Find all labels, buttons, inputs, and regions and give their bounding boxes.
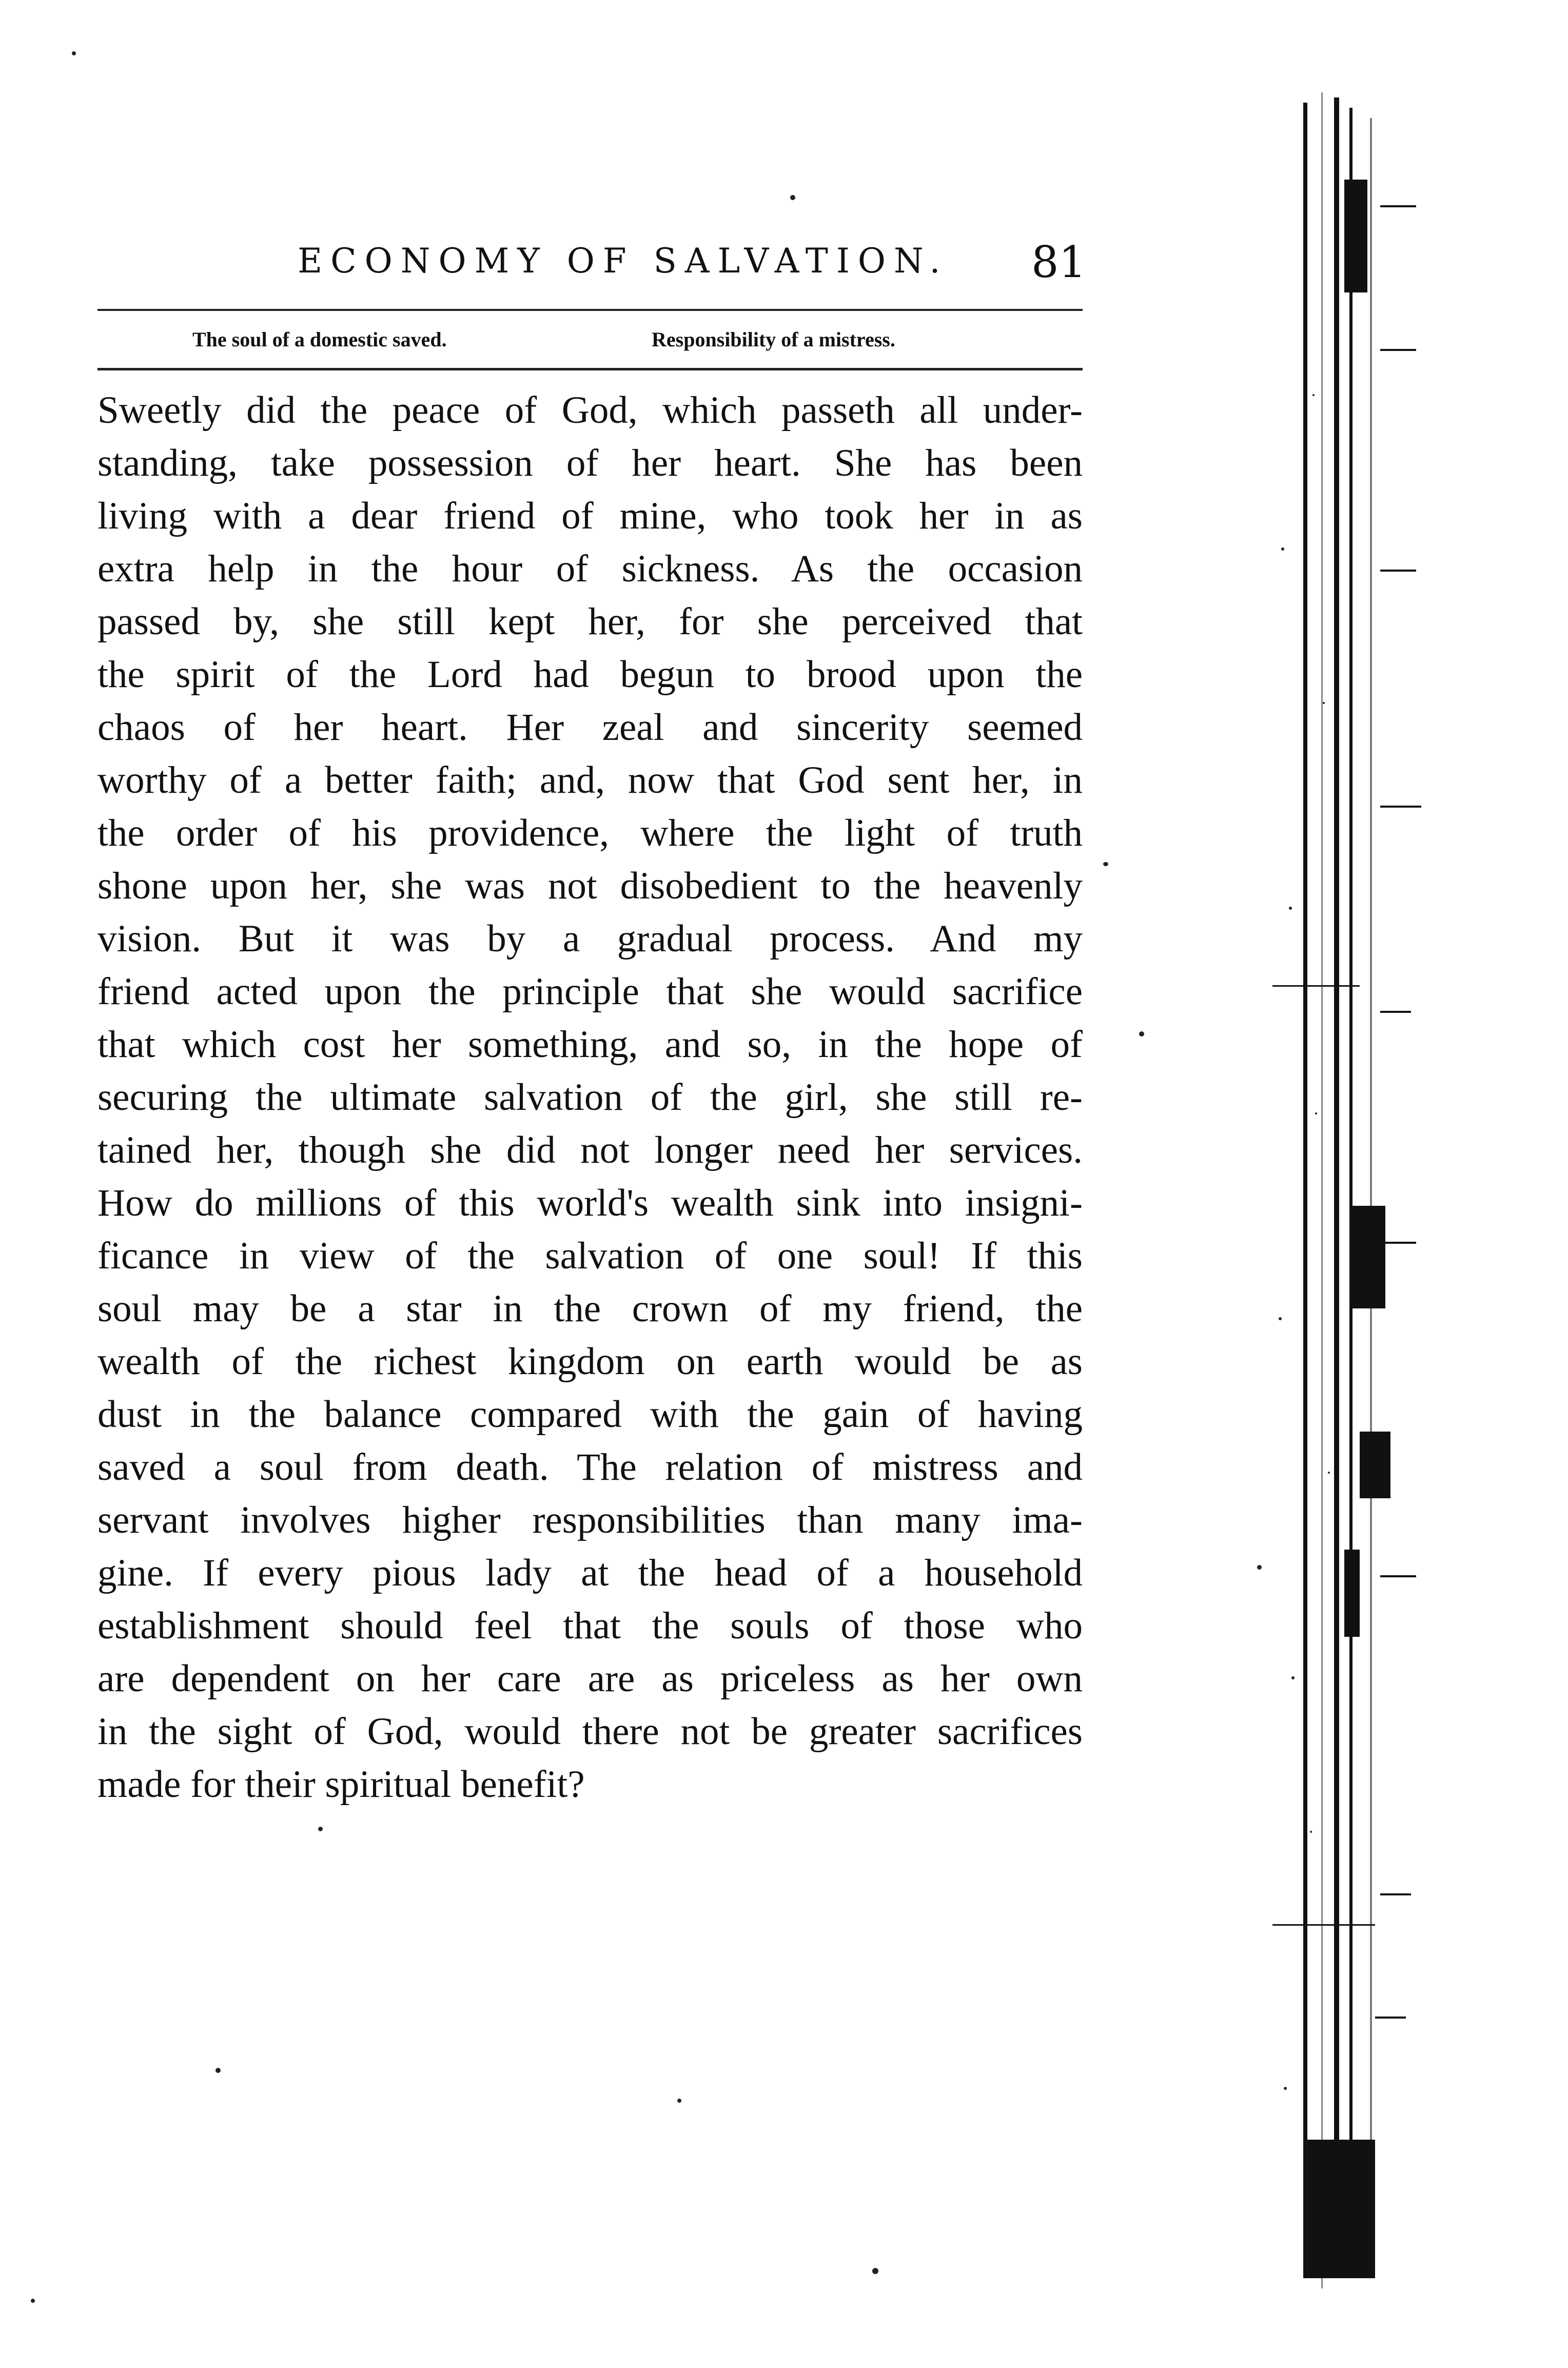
text-line: ficance in view of the salvation of one soul! If this: [97, 1235, 1083, 1277]
page-speck: [790, 195, 795, 200]
text-line: soul may be a star in the crown of my friend, the: [97, 1287, 1083, 1330]
subhead-left: The soul of a domestic saved.: [192, 328, 447, 351]
text-line: the spirit of the Lord had begun to brood upon the: [97, 653, 1083, 696]
text-line: tained her, though she did not longer need her services.: [97, 1129, 1083, 1171]
text-line: chaos of her heart. Her zeal and sincerity seemed: [97, 706, 1083, 749]
text-line: standing, take possession of her heart. She has been: [97, 442, 1083, 484]
text-line: living with a dear friend of mine, who took her in as: [97, 495, 1083, 537]
header-rule-top: [97, 309, 1083, 311]
text-line: Sweetly did the peace of God, which passeth all under-: [97, 389, 1083, 432]
text-line: establishment should feel that the souls of those who: [97, 1604, 1083, 1647]
subhead-right: Responsibility of a mistress.: [652, 328, 895, 351]
text-line: in the sight of God, would there not be greater sacrifices: [97, 1710, 1083, 1753]
body-text: [97, 384, 1083, 1811]
text-line: shone upon her, she was not disobedient to the heavenly: [97, 865, 1083, 907]
text-line: saved a soul from death. The relation of mistress and: [97, 1446, 1083, 1489]
page-speck: [31, 2299, 35, 2303]
page-speck: [1257, 1565, 1262, 1570]
text-line: wealth of the richest kingdom on earth would be as: [97, 1340, 1083, 1383]
text-line: dust in the balance compared with the gain of having: [97, 1393, 1083, 1436]
text-line: that which cost her something, and so, in the hope of: [97, 1023, 1083, 1066]
text-line: passed by, she still kept her, for she perceived that: [97, 600, 1083, 643]
page-speck: [872, 2268, 878, 2274]
page-speck: [318, 1827, 323, 1831]
text-line: servant involves higher responsibilities than many ima-: [97, 1499, 1083, 1541]
text-line: are dependent on her care are as priceless as her own: [97, 1657, 1083, 1700]
text-line: securing the ultimate salvation of the girl, she still re-: [97, 1076, 1083, 1119]
text-line: vision. But it was by a gradual process. And my: [97, 917, 1083, 960]
text-line: extra help in the hour of sickness. As the occasion: [97, 547, 1083, 590]
subheads: [97, 323, 1083, 359]
text-line: worthy of a better faith; and, now that God sent her, in: [97, 759, 1083, 801]
page-speck: [72, 51, 76, 55]
text-line: the order of his providence, where the light of truth: [97, 812, 1083, 854]
show-through-bleed: [1272, 87, 1426, 2294]
text-line: friend acted upon the principle that she would sacrifice: [97, 970, 1083, 1013]
text-line: How do millions of this world's wealth sink into insigni-: [97, 1182, 1083, 1224]
text-line: made for their spiritual benefit?: [97, 1763, 585, 1806]
running-title: ECONOMY OF SALVATION.: [298, 241, 949, 281]
header-rule-bottom: [97, 368, 1083, 370]
page-speck: [677, 2099, 681, 2103]
text-line: gine. If every pious lady at the head of a household: [97, 1552, 1083, 1594]
running-head: [298, 241, 1083, 281]
page-speck: [1139, 1031, 1144, 1036]
page-number: 81: [1031, 237, 1086, 287]
page-speck: [215, 2068, 221, 2073]
page-speck: [1103, 862, 1108, 866]
